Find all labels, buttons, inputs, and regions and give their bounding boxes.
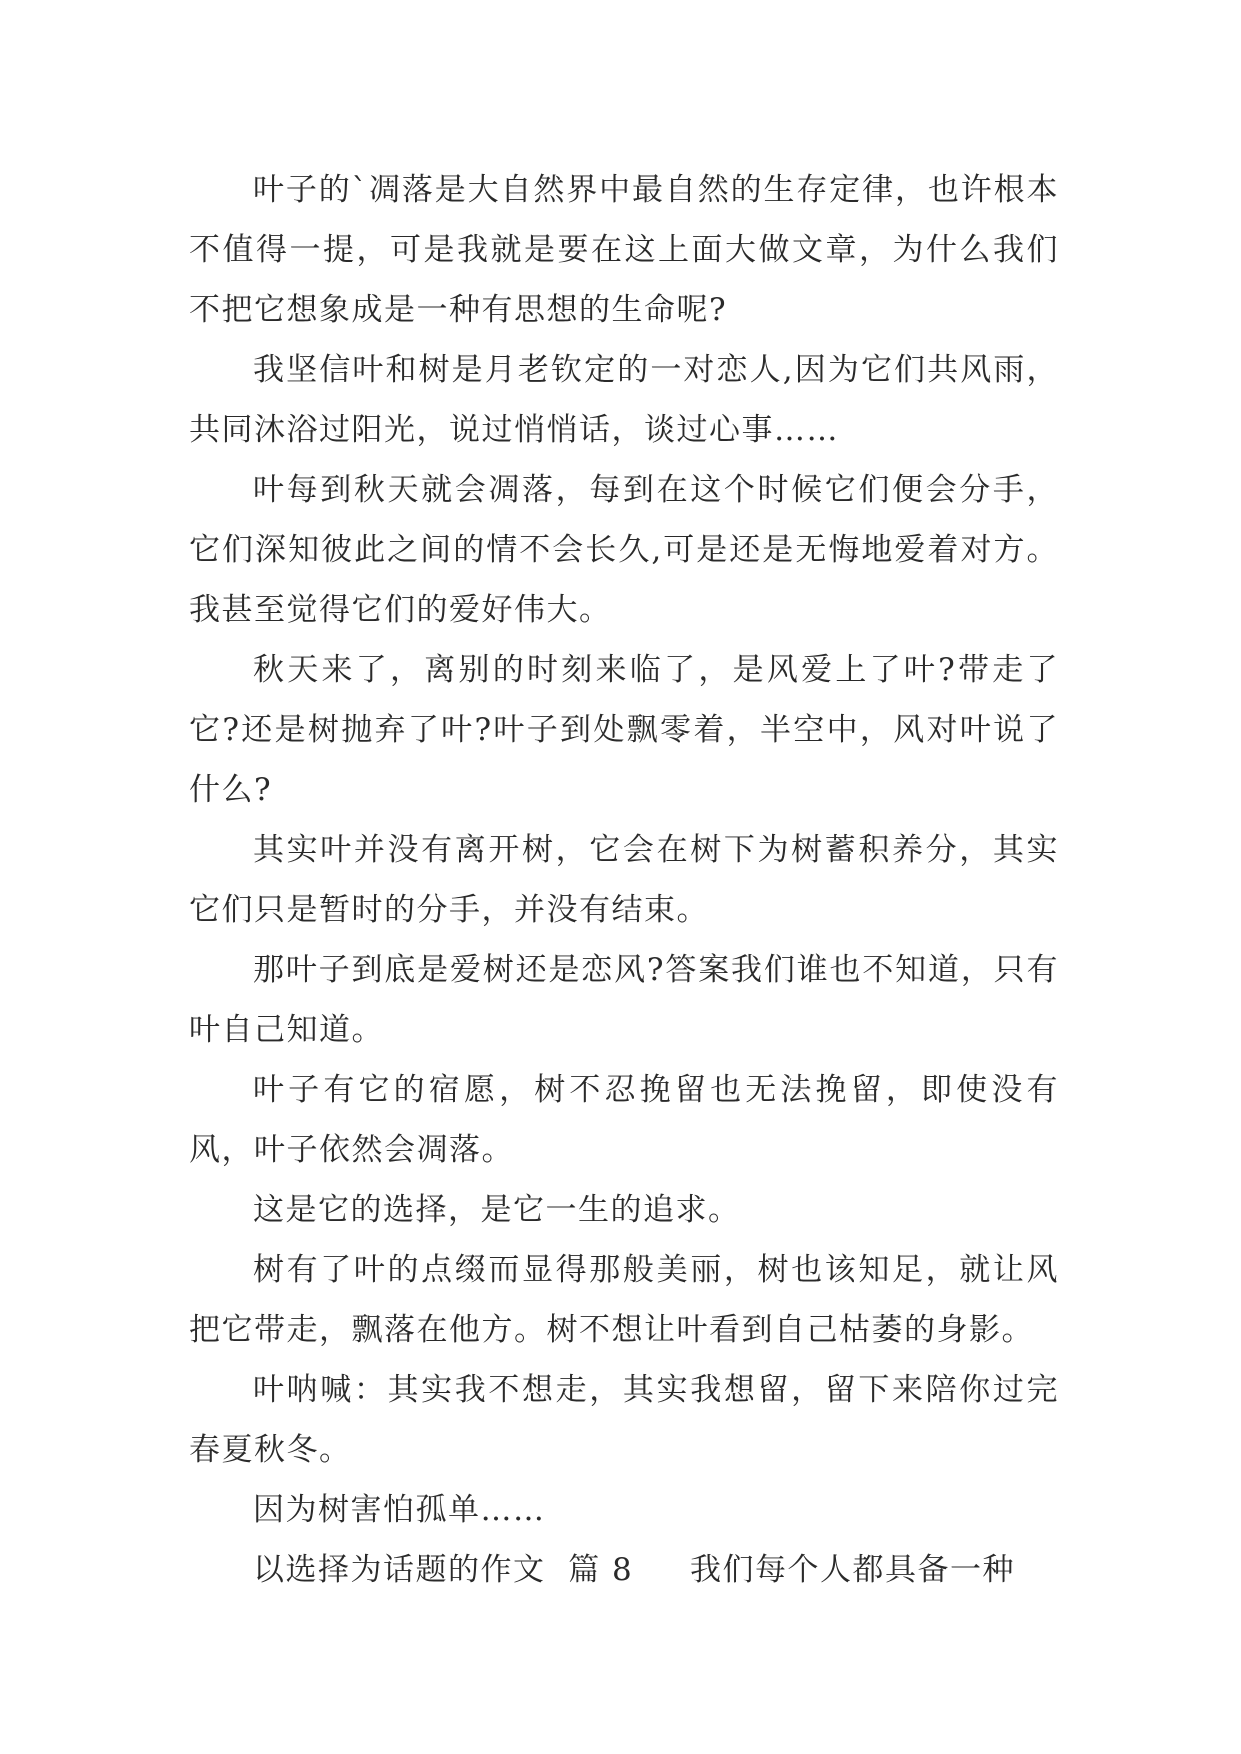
paragraph-5: 其实叶并没有离开树，它会在树下为树蓄积养分，其实它们只是暂时的分手，并没有结束。 — [189, 832, 1059, 928]
paragraph-7: 叶子有它的宿愿，树不忍挽留也无法挽留，即使没有风，叶子依然会凋落。 — [189, 1072, 1059, 1168]
paragraph-9: 树有了叶的点缀而显得那般美丽，树也该知足，就让风把它带走，飘落在他方。树不想让叶看到自己枯萎的身影。 — [189, 1252, 1059, 1348]
paragraph-8: 这是它的选择，是它一生的追求。 — [253, 1192, 741, 1228]
article-body — [189, 160, 1059, 1600]
paragraph-4: 秋天来了，离别的时刻来临了，是风爱上了叶?带走了它?还是树抛弃了叶?叶子到处飘零着，半空中，风对叶说了什么? — [189, 652, 1059, 808]
paragraph-3: 叶每到秋天就会凋落，每到在这个时候它们便会分手，它们深知彼此之间的情不会长久,可是还是无悔地爱着对方。我甚至觉得它们的爱好伟大。 — [189, 472, 1059, 628]
paragraph-2: 我坚信叶和树是月老钦定的一对恋人,因为它们共风雨，共同沐浴过阳光，说过悄悄话，谈过心事…… — [189, 352, 1059, 448]
paragraph-11: 因为树害怕孤单…… — [253, 1492, 546, 1528]
section-heading-line: 以选择为话题的作文 篇 8 我们每个人都具备一种 — [253, 1552, 1016, 1588]
paragraph-6: 那叶子到底是爱树还是恋风?答案我们谁也不知道，只有叶自己知道。 — [189, 952, 1059, 1048]
paragraph-10: 叶呐喊：其实我不想走，其实我想留，留下来陪你过完春夏秋冬。 — [189, 1372, 1059, 1468]
paragraph-1: 叶子的`凋落是大自然界中最自然的生存定律，也许根本不值得一提，可是我就是要在这上面大做文章，为什么我们不把它想象成是一种有思想的生命呢? — [189, 172, 1059, 328]
